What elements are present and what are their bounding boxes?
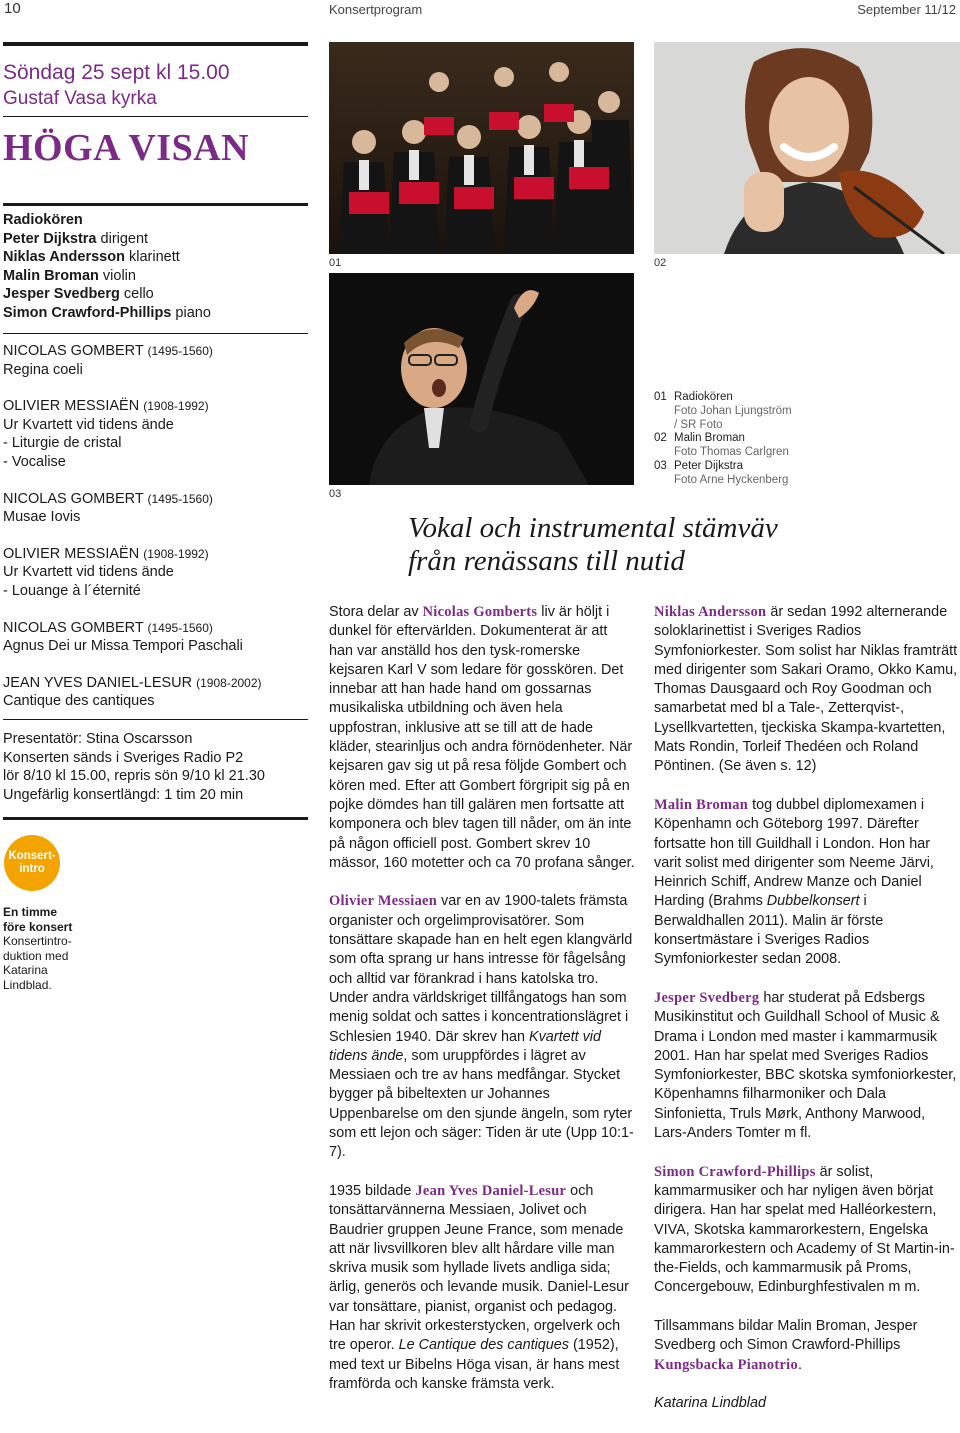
event-title: HÖGA VISAN [3,127,250,169]
author-signature: Katarina Lindblad [654,1395,767,1412]
performer-3: Malin Broman violin [3,267,136,284]
program-item-2: NICOLAS GOMBERT (1495-1560) Musae Iovis [3,490,213,526]
caption-2: 02 Malin Broman [654,432,745,445]
photo-conductor [329,273,634,485]
performer-list [3,211,308,323]
caption-1-credit-2: / SR Foto [674,418,723,431]
performer-2: Niklas Andersson klarinett [3,249,180,266]
program-list [3,342,308,729]
caption-2-credit: Foto Thomas Carlgren [674,446,789,459]
program-item-1: OLIVIER MESSIAËN (1908-1992) Ur Kvartett vid tidens ände - Liturgie de cristal - Vocalise [3,398,209,470]
performer-4: Jesper Svedberg cello [3,286,154,303]
paragraph-broman: Malin Broman tog dubbel diplomexamen i Köpenhamn och Göteborg 1997. Därefter fortsatte hon till Guildhall i London. Hon har varit solist med dirigenter som Neeme Järvi, Heinrich Schiff, Andrew Manze och Daniel Harding (Brahms Dubbelkonsert i Berwaldhallen 2011). Malin är förste konsertmästare i Sveriges Radios Symfoniorkester sedan 2008. [654,796,934,968]
event-header [3,60,308,112]
paragraph-andersson: Niklas Andersson är sedan 1992 alternerande soloklarinettist i Sveriges Radios Symfoniorkester. Som solist har Niklas framträtt med dirigenter som Sakari Oramo, Okko Kamu, Thomas Dausgaard och Roy Goodman och samarbetat med bl a Tale-, Zetterqvist-, Lysellkvartetten, tjeckiska Skampa-kvartetten, Mats Rondin, Torleif Thedéen och Roland Pöntinen. (Se även s. 12) [654,604,958,775]
broadcast: Konserten sänds i Sveriges Radio P2 [3,749,244,766]
caption-1: 01 Radiokören [654,391,733,403]
paragraph-messiaen: Olivier Messiaen var en av 1900-talets främsta organister och orgelimprovisatörer. Som tonsättare skapade han en helt egen klangvärld som ofta sprang ur hans intresse för fågelsång och alltid var förankrad i hans katolska tro. Under andra världskriget tillfångatogs han som menig soldat och sattes i koncentrationslägret i Schlesien 1940. Där skrev han Kvartett vid tidens ände, som uruppfördes i lägret av Messiaen och tre av hans medfångar. Stycket bygger på bibeltexten ur Johannes Uppenbarelse om den sjunde ängeln, som ryter som ett lejon och säger: Tiden är ute (Upp 10:1-7). [329,893,634,1161]
page-number: 10 [4,0,21,17]
paragraph-lesur: 1935 bildade Jean Yves Daniel-Lesur och tonsättarvännerna Messiaen, Jolivet och Baudrier gruppen Jeune France, som menade att när livsvillkoren blev allt hårdare ville man skriva musik som hyllade livets andliga sida; ärlig, generös och levande musik. Daniel-Lesur var tonsättare, pianist, organist och pedagog. Han har skrivit orkesterstycken, orgelverk och tre operor. Le Cantique des cantiques (1952), med text ur Bibelns Höga visan, är hans mest framförda och kanske främsta verk. [329,1182,629,1392]
caption-1-credit: Foto Johan Ljungström [674,404,792,417]
event-venue: Gustaf Vasa kyrka [3,88,157,109]
performer-5: Simon Crawford-Phillips piano [3,304,211,321]
article-column-2 [654,603,960,1433]
concert-info [3,730,308,804]
photo-captions [654,391,954,488]
program-item-3: OLIVIER MESSIAËN (1908-1992) Ur Kvartett vid tidens ände - Louange à l´éternité [3,545,209,599]
photo-choir [329,42,634,254]
duration: Ungefärlig konsertlängd: 1 tim 20 min [3,786,244,803]
caption-3-credit: Foto Arne Hyckenberg [674,473,789,486]
event-date: Söndag 25 sept kl 15.00 [3,61,230,84]
article-column-1 [329,603,635,1413]
concert-intro-text: En timme före konsert Konsertintro- duktion med Katarina Lindblad. [3,905,73,992]
section-label: Konsertprogram [329,2,423,17]
paragraph-gombert: Stora delar av Nicolas Gomberts liv är höljt i dunkel för eftervärlden. Dokumenterat är att han var anställd hos den tysk-romerske kejsaren Karl V som ledare för gosskören. Det innebar att han hade hand om gossarnas musikaliska utbildning och även hela uppfostran, inklusive att se till att de hade kläder, stearinljus och andra förnödenheter. När kejsaren gav sig ut på resa följde Gombert och kören med. Efter att Gombert förgripit sig på en pojke dömdes han till galären men fortsatte att komponera och blev tagen till nåder, om än inte på någon officiell post. Gombert skrev 10 mässor, 160 motetter och ca 70 profana sånger. [329,604,635,871]
concert-intro-badge: Konsert- intro [4,835,60,891]
broadcast-times: lör 8/10 kl 15.00, repris sön 9/10 kl 21.30 [3,768,265,785]
program-item-5: JEAN YVES DANIEL-LESUR (1908-2002) Cantique des cantiques [3,674,262,710]
paragraph-trio: Tillsammans bildar Malin Broman, Jesper Svedberg och Simon Crawford-Phillips Kungsbacka Pianotrio. [654,1317,918,1373]
photo-3-number: 03 [329,488,342,500]
paragraph-svedberg: Jesper Svedberg har studerat på Edsbergs Musikinstitut och Guildhall School of Music & Drama i London med master i kammarmusik 2001. Han har spelat med Sveriges Radios Symfoniorkester, BBC skotska symfoniorkester, Köpenhamns filharmoniker och Dala Sinfonietta, Truls Mørk, Anthony Marwood, Lars-Anders Tomter m fl. [654,989,957,1142]
paragraph-crawford: Simon Crawford-Phillips är solist, kammarmusiker och har nyligen även börjat dirigera. Han har spelat med Halléorkestern, VIVA, Skotska kammarorkestern, Engelska kammarorkestern och Academy of St Martin-in-the-Fields, och kammarmusik på Proms, Concergebouw, Edinburghfestivalen m m. [654,1163,955,1296]
issue-label: September 11/12 [857,2,956,17]
photo-violinist [654,42,960,254]
presenter: Presentatör: Stina Oscarsson [3,731,193,747]
program-item-4: NICOLAS GOMBERT (1495-1560) Agnus Dei ur Missa Tempori Paschali [3,619,243,655]
article-headline: Vokal och instrumental stämväv från renässans till nutid [408,512,778,577]
performer-0: Radiokören [3,212,83,228]
program-item-0: NICOLAS GOMBERT (1495-1560) Regina coeli [3,343,213,378]
performer-1: Peter Dijkstra dirigent [3,230,149,247]
photo-2-number: 02 [654,257,667,269]
photo-1-number: 01 [329,257,342,269]
caption-3: 03 Peter Dijkstra [654,459,744,472]
